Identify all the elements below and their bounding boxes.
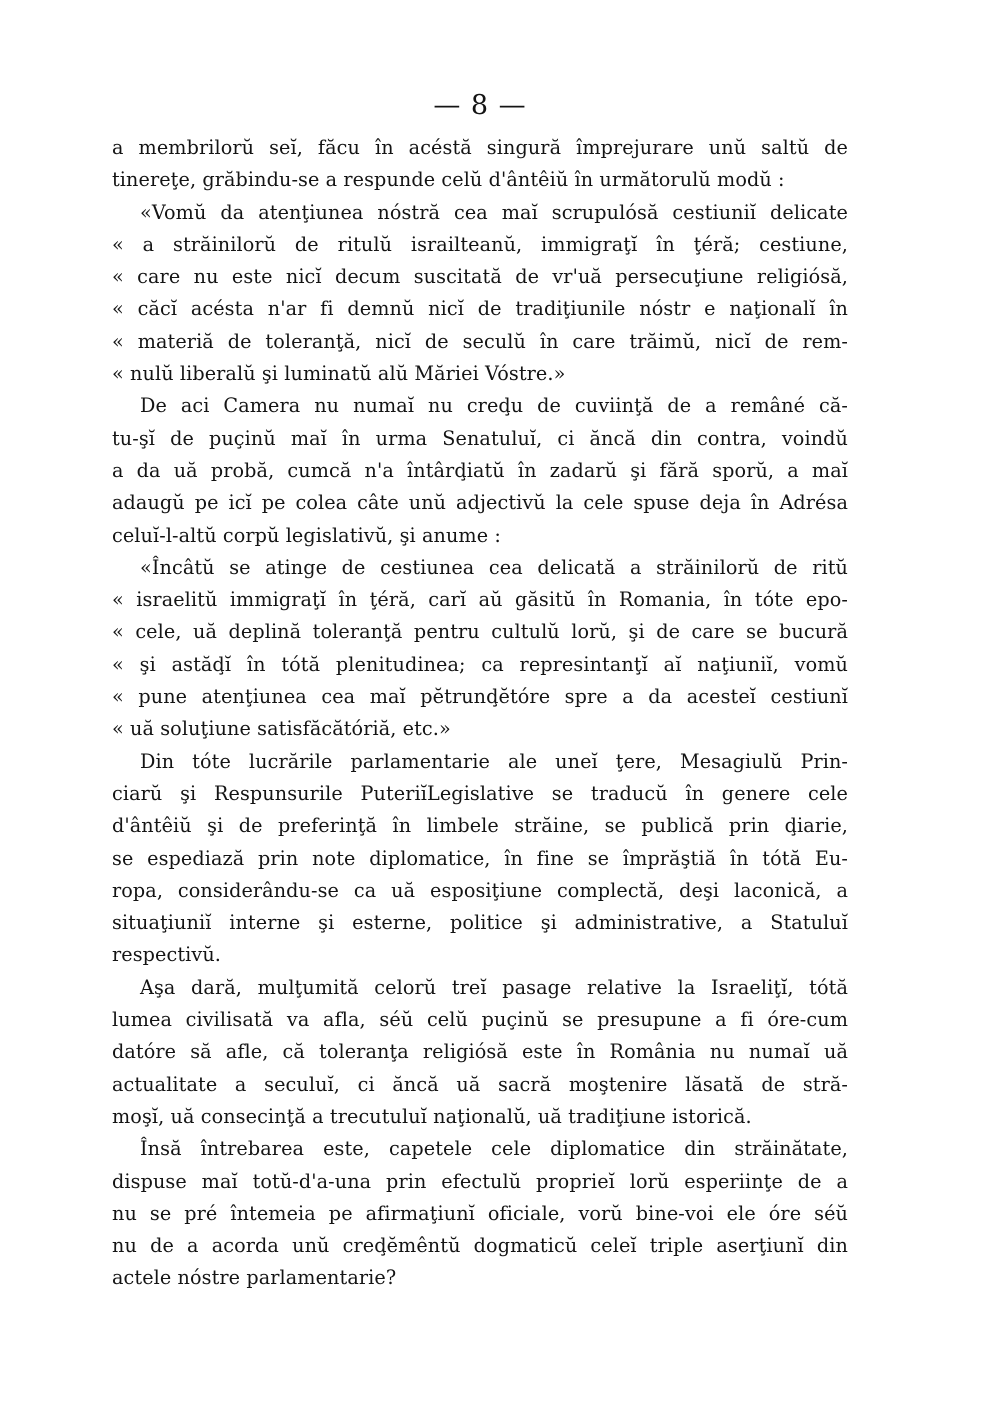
text-line: « cele, uă deplină toleranţă pentru cultulŭ lorŭ, şi de care se bucură [112, 620, 848, 644]
text-line: lumea civilisată va afla, séŭ celŭ puçinŭ se presupune a fi óre-cum [112, 1008, 848, 1032]
text-line: respectivŭ. [112, 943, 222, 967]
text-line: actele nóstre parlamentarie? [112, 1266, 397, 1290]
text-line: « şi astăḑĭ în tótă plenitudinea; ca represintanţĭ aĭ naţiuniĭ, vomŭ [112, 652, 848, 676]
text-line: tinereţe, grăbindu-se a respunde celŭ d'ântêiŭ în următorulŭ modŭ : [112, 168, 785, 192]
text-line: « uă soluţiune satisfăcătóriă, etc.» [112, 717, 451, 741]
text-line: actualitate a seculuĭ, ci ăncă uă sacră moştenire lăsată de stră- [112, 1072, 848, 1096]
text-line: tu-şĭ de puçinŭ maĭ în urma Senatuluĭ, ci ăncă din contra, voindŭ [112, 426, 848, 450]
text-line: celuĭ-l-altŭ corpŭ legislativŭ, şi anume : [112, 523, 501, 547]
text-line: « care nu este nicĭ decum suscitată de vr'uă persecuţiune religiósă, [112, 265, 848, 289]
text-line: « pune atenţiunea cea maĭ pĕtrunḑĕtóre spre a da acesteĭ cestiunĭ [112, 685, 848, 709]
page-number: — 8 — [433, 90, 527, 121]
text-line: nu de a acorda unŭ creḑĕmêntŭ dogmaticŭ celeĭ triple aserţiunĭ din [112, 1234, 848, 1258]
text-line: « a străinilorŭ de ritulŭ israilteanŭ, immigraţĭ în ţéră; cestiune, [112, 232, 848, 256]
text-line: « căcĭ acésta n'ar fi demnŭ nicĭ de tradiţiunile nóstr e naţionalĭ în [112, 297, 848, 321]
text-line: « nulŭ liberalŭ şi luminatŭ alŭ Măriei Vóstre.» [112, 362, 566, 386]
text-line: adaugŭ pe icĭ pe colea câte unŭ adjectivŭ la cele spuse deja în Adrésa [112, 491, 848, 515]
text-line: ropa, considerându-se ca uă esposiţiune complectă, deşi laconică, a [112, 878, 848, 902]
text-line: d'ântêiŭ şi de preferinţă în limbele străine, se publică prin ḑiarie, [112, 814, 848, 838]
text-line: Din tóte lucrările parlamentarie ale uneĭ ţere, Mesagiulŭ Prin- [140, 749, 848, 773]
text-line: a membrilorŭ seĭ, făcu în acéstă singură împrejurare unŭ saltŭ de [112, 136, 848, 159]
text-line: «Încâtŭ se atinge de cestiunea cea delicată a străinilorŭ de ritŭ [140, 555, 848, 579]
text-line: nu se pré întemeia pe afirmaţiunĭ oficiale, vorŭ bine-voi ele óre séŭ [112, 1201, 848, 1225]
text-line: ciarŭ şi Respunsurile PuteriĭLegislative se traducŭ în genere cele [112, 781, 848, 805]
text-line: Aşa dară, mulţumită celorŭ treĭ pasage relative la Israeliţĭ, tótă [140, 975, 848, 999]
text-line: situaţiuniĭ interne şi esterne, politice şi administrative, a Statuluĭ [112, 911, 848, 935]
text-line: a da uă probă, cumcă n'a întârḑiatŭ în zadarŭ şi fără sporŭ, a maĭ [112, 458, 848, 482]
text-line: se espediază prin note diplomatice, în fine se împrăştiă în tótă Eu- [112, 846, 848, 870]
document-page [112, 88, 848, 1295]
body-text [112, 132, 848, 1295]
text-line: dispuse maĭ totŭ-d'a-una prin efectulŭ proprieĭ lorŭ esperiinţe de a [112, 1169, 848, 1193]
text-line: « materiă de toleranţă, nicĭ de seculŭ în care trăimŭ, nicĭ de rem- [112, 329, 848, 353]
text-line: datóre să afle, că toleranţa religiósă este în România nu numaĭ uă [112, 1040, 848, 1064]
text-line: «Vomŭ da atenţiunea nóstră cea maĭ scrupulósă cestiuniĭ delicate [140, 200, 848, 224]
text-line: moşĭ, uă consecinţă a trecutuluĭ naţionalŭ, uă tradiţiune istorică. [112, 1104, 752, 1128]
text-line: Însă întrebarea este, capetele cele diplomatice din străinătate, [140, 1137, 848, 1161]
text-line: De aci Camera nu numaĭ nu creḑu de cuviinţă de a remâné că- [140, 394, 848, 418]
text-line: « israelitŭ immigraţĭ în ţéră, carĭ aŭ găsitŭ în Romania, în tóte epo- [112, 588, 848, 612]
